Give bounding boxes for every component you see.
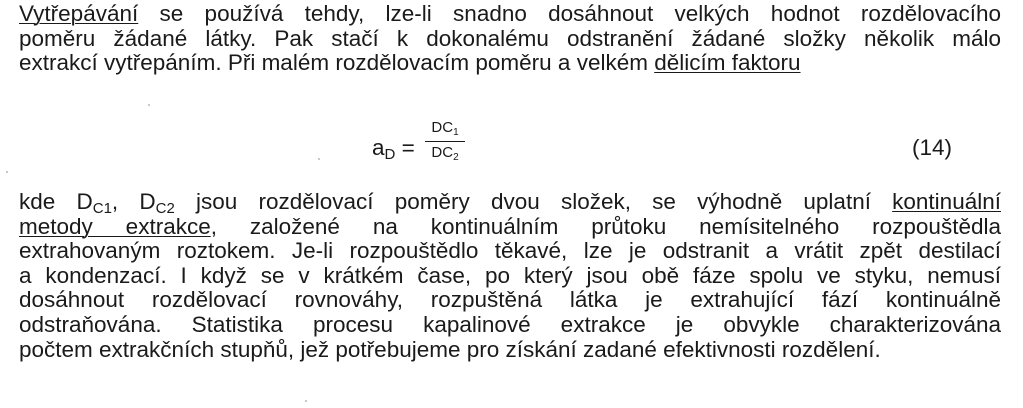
- text-line-2: poměru žádané látky. Pak stačí k dokonalému odstranění žádané složky několik málo: [19, 25, 1001, 51]
- fraction-bar: [425, 141, 465, 142]
- text-line-9: odstraňována. Statistika procesu kapalinové extrakce je obvykle charakterizována: [19, 311, 1001, 337]
- text-line-1: Vytřepávání se používá tehdy, lze-li snadno dosáhnout velkých hodnot rozdělovacího: [19, 1, 1001, 26]
- text-line-4: kde $D_{C1}$, $D_{C2}$ jsou rozdělovací poměry dvou složek, se výhodně uplatní kontinuální: [19, 189, 1001, 217]
- scan-speck: [305, 400, 307, 402]
- text-line-3: extrakcí vytřepáním. Při malém rozdělovacím poměru a velkém dělicím faktoru: [19, 50, 801, 76]
- fraction-numerator: $DC_1$: [431, 119, 459, 138]
- equation-fraction: [425, 119, 465, 164]
- scan-speck: [6, 171, 8, 173]
- equation-lhs: aD =: [372, 135, 415, 163]
- text-line-5: metody extrakce, založené na kontinuálním průtoku nemísitelného rozpouštědla: [19, 213, 1001, 239]
- equation-number: (14): [912, 135, 953, 160]
- equation-14: [0, 119, 1023, 179]
- term-vytrepavani: Vytřepávání: [19, 1, 139, 26]
- fraction-denominator: $DC_2$: [431, 144, 459, 164]
- scan-speck: [318, 158, 320, 160]
- paragraph-extraction-shaking: [19, 2, 1001, 76]
- term-kontinualni: kontinuální: [892, 189, 1001, 214]
- paragraph-continuous-extraction: [19, 190, 1001, 362]
- term-metody-extrakce: metody extrakce: [19, 213, 211, 239]
- text-line-8: dosáhnout rozdělovací rovnováhy, rozpuštěná látka je extrahující fází kontinuálně: [19, 287, 1001, 313]
- text-line-6: extrahovaným roztokem. Je-li rozpouštědlo těkavé, lze je odstranit a vrátit zpět destilací: [19, 238, 1001, 264]
- scan-speck: [148, 104, 150, 106]
- text-line-10: počtem extrakčních stupňů, jež potřebujeme pro získání zadané efektivnosti rozdělení.: [19, 336, 881, 362]
- term-delici-faktor: dělicím faktoru: [654, 50, 801, 76]
- text-line-7: a kondenzací. I když se v krátkém čase, po který jsou obě fáze spolu ve styku, nemusí: [19, 262, 1001, 288]
